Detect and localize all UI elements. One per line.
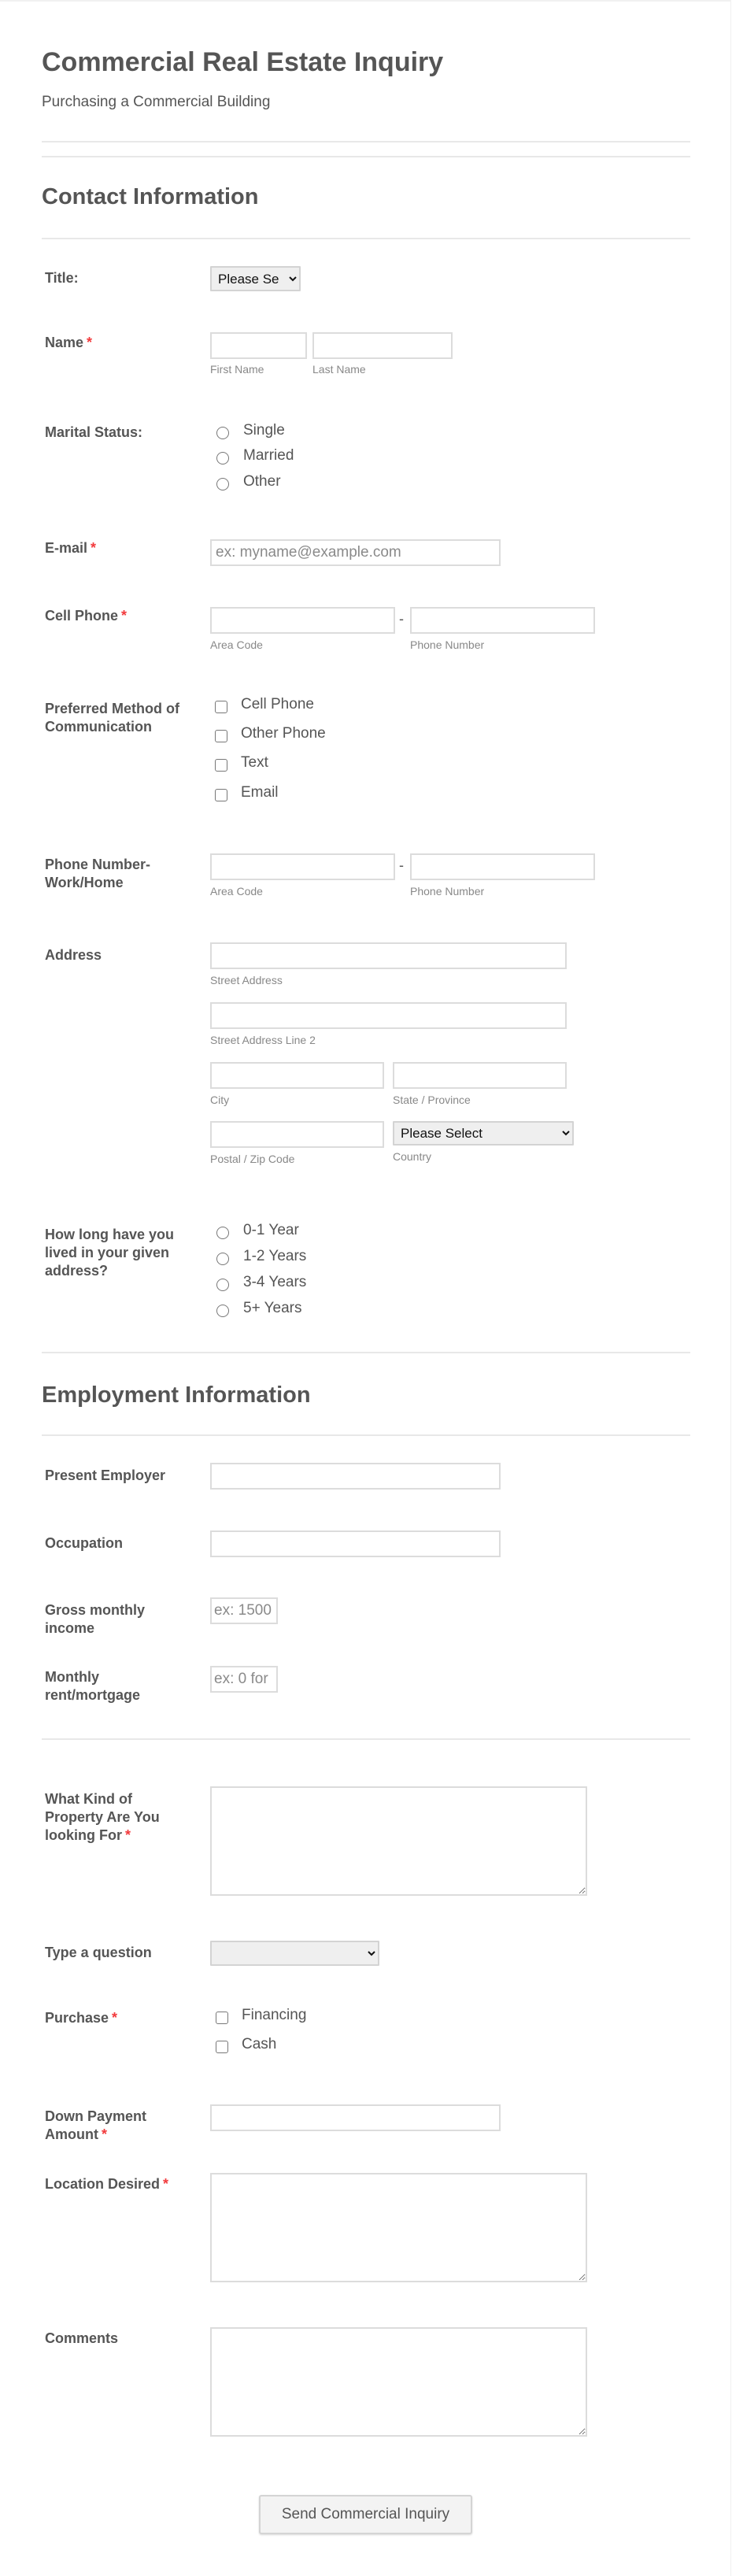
send-inquiry-button[interactable]: Send Commercial Inquiry bbox=[259, 2495, 472, 2534]
radio-icon[interactable] bbox=[216, 1253, 229, 1265]
cell-phone-number-input[interactable] bbox=[410, 607, 595, 634]
down-payment-label-text: Down Payment Amount bbox=[45, 2108, 147, 2142]
email-input[interactable] bbox=[210, 539, 501, 566]
question-select[interactable] bbox=[210, 1941, 379, 1966]
property-kind-label-text: What Kind of Property Are You looking For bbox=[45, 1791, 160, 1843]
work-phone-label: Phone Number- Work/Home bbox=[45, 857, 151, 890]
phone-separator: - bbox=[399, 857, 404, 873]
employer-label: Present Employer bbox=[45, 1468, 166, 1483]
how-long-option-1-2[interactable] bbox=[215, 1248, 306, 1265]
option-label: Financing bbox=[242, 2007, 307, 2023]
form-subtitle: Purchasing a Commercial Building bbox=[42, 94, 271, 110]
radio-icon[interactable] bbox=[216, 427, 229, 439]
radio-icon[interactable] bbox=[216, 1279, 229, 1291]
option-label: Cash bbox=[242, 2036, 277, 2052]
required-marker: * bbox=[112, 2010, 118, 2026]
city-sublabel: City bbox=[210, 1094, 230, 1106]
required-marker: * bbox=[125, 1827, 131, 1843]
required-marker: * bbox=[163, 2176, 169, 2192]
divider bbox=[42, 141, 690, 142]
zip-sublabel: Postal / Zip Code bbox=[210, 1153, 295, 1165]
occupation-label: Occupation bbox=[45, 1535, 124, 1551]
state-sublabel: State / Province bbox=[393, 1094, 471, 1106]
last-name-input[interactable] bbox=[312, 332, 453, 359]
how-long-option-0-1[interactable] bbox=[215, 1222, 299, 1239]
area-code-sublabel: Area Code bbox=[210, 638, 263, 651]
location-label-text: Location Desired bbox=[45, 2176, 161, 2192]
phone-separator: - bbox=[399, 611, 404, 627]
location-label bbox=[45, 2175, 202, 2193]
down-payment-label bbox=[45, 2108, 187, 2144]
zip-input[interactable] bbox=[210, 1121, 384, 1148]
option-label: Other bbox=[243, 473, 281, 490]
comments-textarea[interactable] bbox=[210, 2327, 587, 2437]
property-kind-label bbox=[45, 1790, 187, 1845]
street-address-line2-sublabel: Street Address Line 2 bbox=[210, 1034, 316, 1046]
divider bbox=[42, 1738, 690, 1740]
divider bbox=[42, 238, 690, 239]
country-sublabel: Country bbox=[393, 1150, 432, 1163]
preferred-option-other-phone[interactable] bbox=[215, 725, 326, 742]
employer-input[interactable] bbox=[210, 1463, 501, 1490]
country-select[interactable] bbox=[393, 1121, 574, 1146]
option-label: Other Phone bbox=[241, 725, 326, 742]
occupation-input[interactable] bbox=[210, 1530, 501, 1557]
form-title: Commercial Real Estate Inquiry bbox=[42, 47, 444, 77]
checkbox-icon[interactable] bbox=[215, 730, 227, 742]
option-label: Text bbox=[241, 754, 268, 771]
work-area-code-input[interactable] bbox=[210, 853, 395, 880]
option-label: Email bbox=[241, 784, 279, 801]
preferred-option-text[interactable] bbox=[215, 754, 268, 772]
divider bbox=[42, 156, 690, 157]
marital-option-married[interactable] bbox=[215, 447, 294, 464]
preferred-method-label: Preferred Method of Communication bbox=[45, 701, 180, 735]
how-long-option-5-plus[interactable] bbox=[215, 1300, 302, 1317]
marital-option-single[interactable] bbox=[215, 422, 285, 439]
title-label: Title: bbox=[45, 270, 79, 286]
marital-status-label: Marital Status: bbox=[45, 424, 143, 440]
checkbox-icon[interactable] bbox=[216, 2012, 228, 2024]
option-label: 1-2 Years bbox=[243, 1248, 307, 1264]
comments-label: Comments bbox=[45, 2330, 119, 2346]
required-marker: * bbox=[91, 540, 97, 556]
marital-option-other[interactable] bbox=[215, 473, 281, 490]
street-address-sublabel: Street Address bbox=[210, 974, 283, 986]
cell-phone-label-text: Cell Phone bbox=[45, 608, 119, 624]
radio-icon[interactable] bbox=[216, 1305, 229, 1317]
option-label: 3-4 Years bbox=[243, 1274, 307, 1290]
property-kind-textarea[interactable] bbox=[210, 1786, 587, 1896]
street-address-line2-input[interactable] bbox=[210, 1002, 567, 1029]
rent-input[interactable] bbox=[210, 1666, 278, 1693]
work-phone-number-input[interactable] bbox=[410, 853, 595, 880]
radio-icon[interactable] bbox=[216, 452, 229, 464]
name-label-text: Name bbox=[45, 335, 84, 350]
checkbox-icon[interactable] bbox=[215, 759, 227, 772]
email-label bbox=[45, 539, 202, 557]
cell-phone-label bbox=[45, 607, 202, 625]
option-label: 0-1 Year bbox=[243, 1222, 299, 1238]
option-label: Married bbox=[243, 447, 294, 464]
purchase-option-cash[interactable] bbox=[216, 2036, 276, 2053]
option-label: Single bbox=[243, 422, 285, 439]
phone-number-sublabel: Phone Number bbox=[410, 885, 485, 898]
section-title-contact: Contact Information bbox=[42, 184, 259, 209]
address-label: Address bbox=[45, 947, 102, 963]
checkbox-icon[interactable] bbox=[215, 701, 227, 713]
rent-label: Monthly rent/mortgage bbox=[45, 1669, 141, 1703]
section-title-employment: Employment Information bbox=[42, 1382, 311, 1408]
gross-income-input[interactable] bbox=[210, 1597, 278, 1624]
email-label-text: E-mail bbox=[45, 540, 88, 556]
how-long-option-3-4[interactable] bbox=[215, 1274, 306, 1291]
question-label: Type a question bbox=[45, 1945, 152, 1960]
gross-income-label: Gross monthly income bbox=[45, 1602, 146, 1636]
phone-number-sublabel: Phone Number bbox=[410, 638, 485, 651]
state-input[interactable] bbox=[393, 1062, 567, 1089]
street-address-input[interactable] bbox=[210, 942, 567, 969]
required-marker: * bbox=[87, 335, 93, 350]
divider bbox=[42, 1434, 690, 1436]
required-marker: * bbox=[101, 2126, 107, 2142]
preferred-option-email[interactable] bbox=[215, 784, 279, 801]
how-long-label: How long have you lived in your given address? bbox=[45, 1227, 175, 1279]
first-name-input[interactable] bbox=[210, 332, 307, 359]
purchase-label-text: Purchase bbox=[45, 2010, 109, 2026]
required-marker: * bbox=[121, 608, 128, 624]
last-name-sublabel: Last Name bbox=[312, 363, 366, 376]
preferred-option-cell-phone[interactable] bbox=[215, 696, 314, 713]
checkbox-icon[interactable] bbox=[216, 2041, 228, 2053]
down-payment-input[interactable] bbox=[210, 2104, 501, 2131]
divider bbox=[42, 1352, 690, 1353]
area-code-sublabel: Area Code bbox=[210, 885, 263, 898]
cell-area-code-input[interactable] bbox=[210, 607, 395, 634]
title-select[interactable] bbox=[210, 266, 301, 291]
checkbox-icon[interactable] bbox=[215, 789, 227, 801]
radio-icon[interactable] bbox=[216, 1227, 229, 1239]
purchase-option-financing[interactable] bbox=[216, 2007, 306, 2024]
option-label: Cell Phone bbox=[241, 696, 314, 712]
city-input[interactable] bbox=[210, 1062, 384, 1089]
location-textarea[interactable] bbox=[210, 2173, 587, 2282]
name-label bbox=[45, 334, 202, 352]
first-name-sublabel: First Name bbox=[210, 363, 264, 376]
option-label: 5+ Years bbox=[243, 1300, 302, 1316]
purchase-label bbox=[45, 2009, 202, 2027]
radio-icon[interactable] bbox=[216, 478, 229, 490]
